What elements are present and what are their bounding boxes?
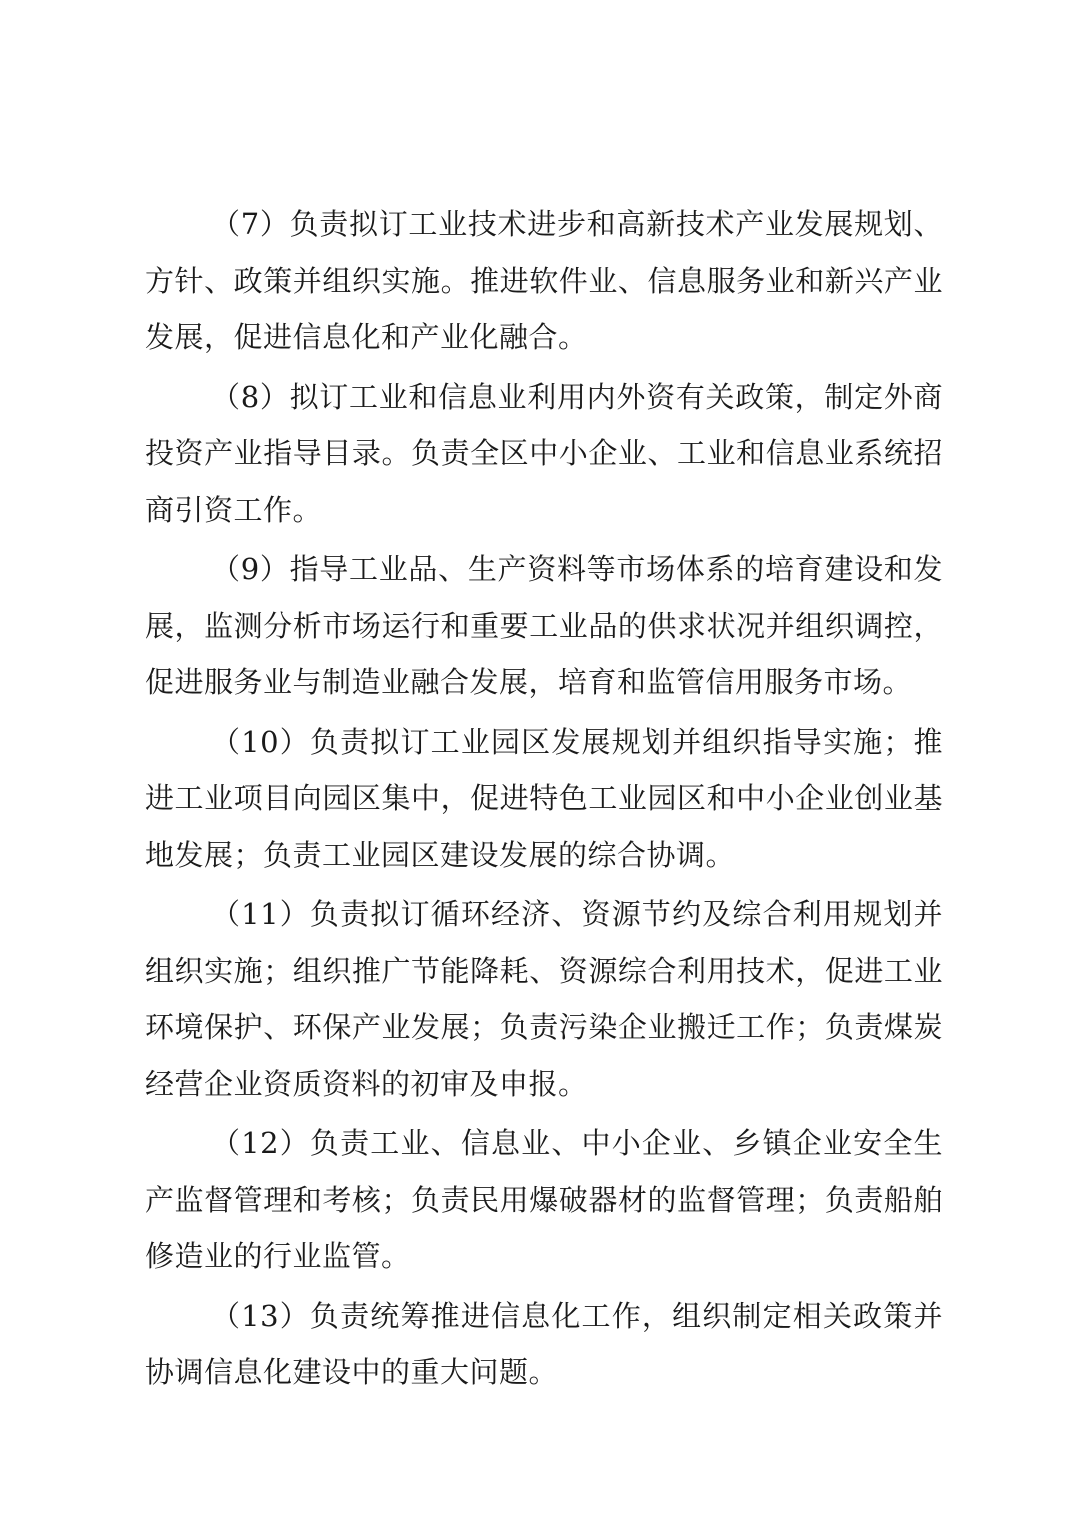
paragraph-item-10: （10）负责拟订工业园区发展规划并组织指导实施；推进工业项目向园区集中，促进特色工业园区和中小企业创业基地发展；负责工业园区建设发展的综合协调。 — [145, 724, 943, 872]
paragraph-item-7: （7）负责拟订工业技术进步和高新技术产业发展规划、方针、政策并组织实施。推进软件业、信息服务业和新兴产业发展，促进信息化和产业化融合。 — [145, 207, 943, 354]
paragraph-item-13: （13）负责统筹推进信息化工作，组织制定相关政策并协调信息化建设中的重大问题。 — [145, 1298, 943, 1389]
paragraph-item-12: （12）负责工业、信息业、中小企业、乡镇企业安全生产监督管理和考核；负责民用爆破器材的监督管理；负责船舶修造业的行业监管。 — [145, 1126, 943, 1273]
paragraph-item-8: （8）拟订工业和信息业利用内外资有关政策，制定外商投资产业指导目录。负责全区中小企业、工业和信息业系统招商引资工作。 — [145, 379, 943, 527]
paragraph-item-11: （11）负责拟订循环经济、资源节约及综合利用规划并组织实施；组织推广节能降耗、资源综合利用技术，促进工业环境保护、环保产业发展；负责污染企业搬迁工作；负责煤炭经营企业资质资料的初审及申报。 — [145, 897, 943, 1101]
paragraph-item-9: （9）指导工业品、生产资料等市场体系的培育建设和发展，监测分析市场运行和重要工业品的供求状况并组织调控，促进服务业与制造业融合发展，培育和监管信用服务市场。 — [145, 552, 943, 699]
document-body — [145, 196, 943, 1404]
